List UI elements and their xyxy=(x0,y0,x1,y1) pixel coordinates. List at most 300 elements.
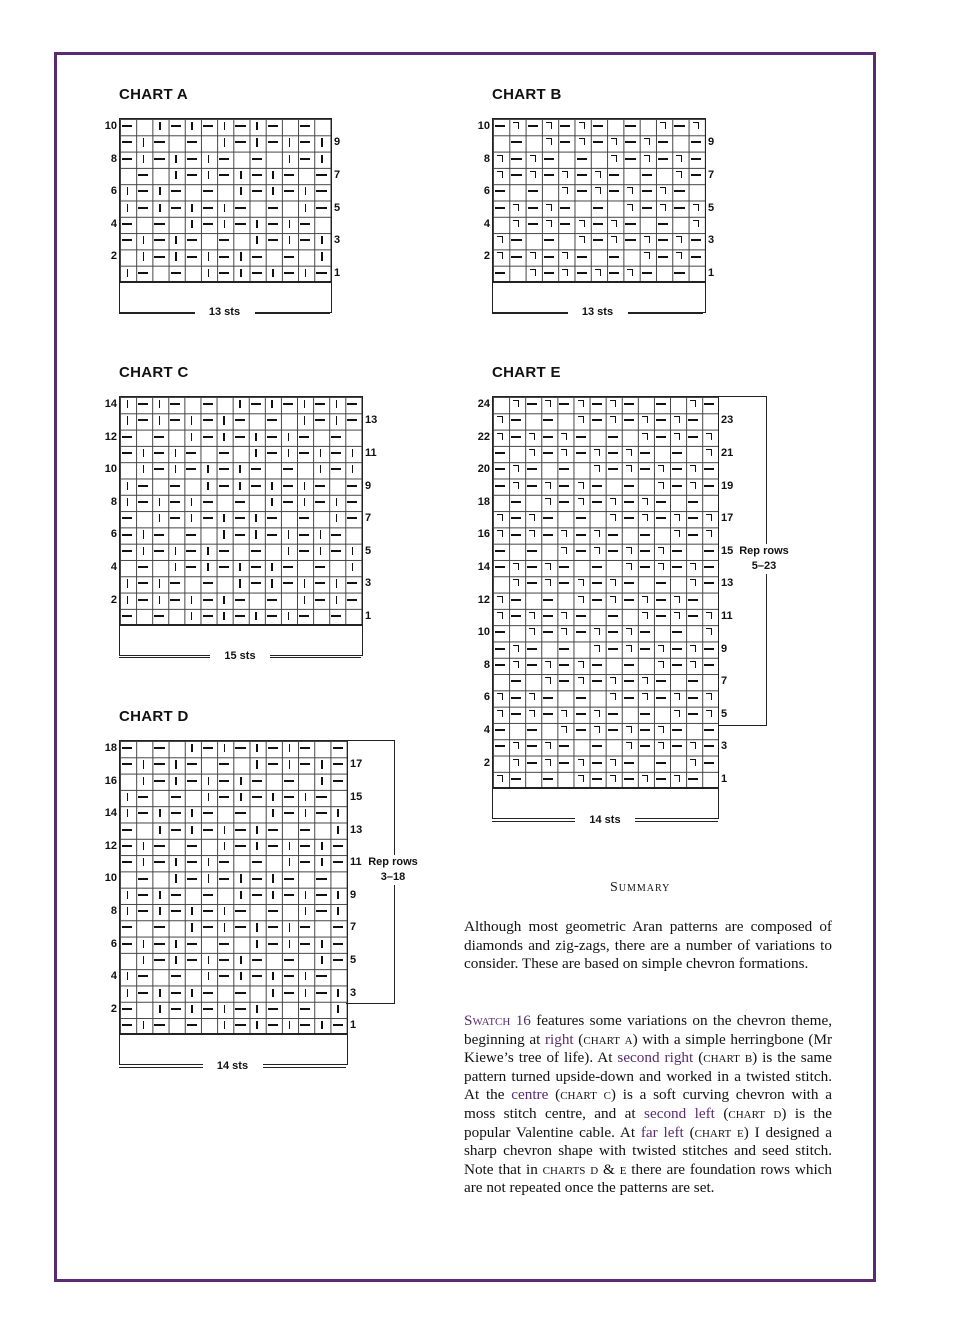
summary-paragraph-1: Although most geometric Aran patterns are composed of diamonds and zig-zags, there are a number of variations to consider. These are based on simple chevron formations. xyxy=(464,918,832,973)
stitch-symbol xyxy=(704,762,714,764)
stitch-symbol xyxy=(300,141,310,143)
summary-text-span: ( xyxy=(714,1104,729,1122)
stitch-symbol xyxy=(644,252,650,259)
stitch-symbol xyxy=(592,419,602,421)
repeat-rows-label: Rep rows 3–18 xyxy=(366,855,420,885)
stitch-symbol xyxy=(143,252,145,260)
stitch-symbol xyxy=(640,631,650,633)
stitch-symbol xyxy=(347,485,357,487)
stitch-symbol xyxy=(316,796,326,798)
stitch-symbol xyxy=(271,400,273,408)
stitch-symbol xyxy=(235,125,245,127)
stitch-symbol xyxy=(693,220,699,227)
stitch-symbol xyxy=(143,236,145,244)
stitch-symbol xyxy=(497,155,503,162)
row-number-right: 11 xyxy=(350,856,362,869)
stitch-symbol xyxy=(543,419,553,421)
stitch-symbol xyxy=(625,223,635,225)
stitch-symbol xyxy=(300,861,310,863)
stitch-symbol xyxy=(219,959,229,961)
row-number-right: 3 xyxy=(350,986,357,999)
row-number-right: 9 xyxy=(721,642,728,655)
stitch-symbol xyxy=(543,713,553,715)
stitch-symbol xyxy=(529,433,535,440)
stitch-symbol xyxy=(546,138,552,145)
sts-label: 14 sts xyxy=(203,1060,263,1072)
row-number-left: 12 xyxy=(104,430,117,443)
stitch-symbol xyxy=(122,615,132,617)
stitch-symbol xyxy=(672,452,682,454)
stitch-symbol xyxy=(203,125,213,127)
stitch-symbol xyxy=(272,793,274,801)
stitch-symbol xyxy=(576,436,586,438)
stitch-symbol xyxy=(706,433,712,440)
stitch-symbol xyxy=(321,760,323,768)
stitch-symbol xyxy=(191,596,193,604)
row-number-left: 8 xyxy=(483,152,490,165)
stitch-symbol xyxy=(594,530,600,537)
stitch-symbol xyxy=(627,269,633,276)
stitch-symbol xyxy=(138,582,148,584)
row-number-right: 15 xyxy=(350,790,363,803)
summary-text-span: chart b xyxy=(703,1049,753,1067)
stitch-symbol xyxy=(530,252,536,259)
row-number-right: 7 xyxy=(334,168,341,181)
stitch-symbol xyxy=(171,812,181,814)
stitch-symbol xyxy=(333,926,343,928)
stitch-symbol xyxy=(545,563,551,570)
stitch-symbol xyxy=(143,858,145,866)
stitch-symbol xyxy=(159,514,161,522)
stitch-symbol xyxy=(284,894,294,896)
stitch-symbol xyxy=(122,845,132,847)
stitch-symbol xyxy=(175,465,177,473)
stitch-symbol xyxy=(511,141,521,143)
stitch-symbol xyxy=(545,579,551,586)
stitch-symbol xyxy=(175,155,177,163)
stitch-symbol xyxy=(256,760,258,768)
stitch-symbol xyxy=(610,498,616,505)
stitch-symbol xyxy=(688,778,698,780)
stitch-symbol xyxy=(529,628,535,635)
stitch-symbol xyxy=(544,239,554,241)
stitch-symbol xyxy=(544,174,554,176)
stitch-symbol xyxy=(305,809,307,817)
stitch-symbol xyxy=(122,550,132,552)
stitch-symbol xyxy=(235,419,245,421)
stitch-symbol xyxy=(159,122,161,130)
stitch-symbol xyxy=(578,482,584,489)
stitch-symbol xyxy=(256,923,258,931)
stitch-symbol xyxy=(208,956,210,964)
stitch-symbol xyxy=(154,256,164,258)
stitch-symbol xyxy=(272,972,274,980)
stitch-symbol xyxy=(704,485,714,487)
stitch-symbol xyxy=(315,582,325,584)
stitch-symbol xyxy=(347,403,357,405)
stitch-symbol xyxy=(127,972,129,980)
stitch-symbol xyxy=(235,501,245,503)
stitch-symbol xyxy=(543,599,553,601)
stitch-symbol xyxy=(256,826,258,834)
row-number-left: 14 xyxy=(477,561,490,573)
stitch-symbol xyxy=(122,763,132,765)
stitch-symbol xyxy=(559,485,569,487)
stitch-symbol xyxy=(497,775,503,782)
stitch-symbol xyxy=(191,989,193,997)
stitch-symbol xyxy=(138,272,148,274)
stitch-symbol xyxy=(154,943,164,945)
stitch-symbol xyxy=(627,187,633,194)
row-number-right: 1 xyxy=(721,772,728,785)
stitch-symbol xyxy=(208,171,210,179)
stitch-symbol xyxy=(122,141,132,143)
row-number-right: 3 xyxy=(708,234,715,247)
stitch-symbol xyxy=(239,563,241,571)
row-number-left: 8 xyxy=(483,658,490,671)
stitch-symbol xyxy=(656,517,666,519)
row-number-right: 19 xyxy=(721,479,734,492)
stitch-symbol xyxy=(577,190,587,192)
stitch-symbol xyxy=(559,403,569,405)
stitch-symbol xyxy=(609,272,619,274)
stitch-symbol xyxy=(235,812,245,814)
stitch-symbol xyxy=(528,125,538,127)
stitch-symbol xyxy=(691,239,701,241)
stitch-symbol xyxy=(122,926,132,928)
stitch-symbol xyxy=(252,158,262,160)
stitch-symbol xyxy=(235,1008,245,1010)
stitch-symbol xyxy=(352,547,354,555)
stitch-symbol xyxy=(672,485,682,487)
stitch-symbol xyxy=(656,697,666,699)
stitch-symbol xyxy=(143,1021,145,1029)
stitch-symbol xyxy=(688,501,698,503)
stitch-symbol xyxy=(656,501,666,503)
stitch-symbol xyxy=(271,498,273,506)
stitch-symbol xyxy=(252,861,262,863)
stitch-symbol xyxy=(191,1005,193,1013)
stitch-symbol xyxy=(610,775,616,782)
stitch-symbol xyxy=(688,697,698,699)
stitch-symbol xyxy=(283,468,293,470)
stitch-symbol xyxy=(336,416,338,424)
stitch-symbol xyxy=(527,664,537,666)
stitch-symbol xyxy=(320,465,322,473)
stitch-symbol xyxy=(223,416,225,424)
stitch-symbol xyxy=(513,204,519,211)
stitch-symbol xyxy=(594,645,600,652)
chart-title-a: CHART A xyxy=(119,86,189,103)
row-number-right: 5 xyxy=(708,201,715,214)
stitch-symbol xyxy=(352,449,354,457)
stitch-symbol xyxy=(333,763,343,765)
stitch-symbol xyxy=(171,975,181,977)
stitch-symbol xyxy=(642,433,648,440)
stitch-symbol xyxy=(642,775,648,782)
stitch-symbol xyxy=(576,713,586,715)
stitch-symbol xyxy=(300,829,310,831)
stitch-symbol xyxy=(300,763,310,765)
stitch-symbol xyxy=(271,563,273,571)
stitch-symbol xyxy=(611,138,617,145)
stitch-symbol xyxy=(544,158,554,160)
row-number-left: 2 xyxy=(110,1002,117,1015)
stitch-symbol xyxy=(561,547,567,554)
stitch-symbol xyxy=(593,141,603,143)
stitch-symbol xyxy=(256,1021,258,1029)
row-number-right: 13 xyxy=(365,414,378,427)
stitch-symbol xyxy=(251,582,261,584)
stitch-symbol xyxy=(289,842,291,850)
stitch-symbol xyxy=(610,400,616,407)
stitch-symbol xyxy=(511,517,521,519)
stitch-symbol xyxy=(609,256,619,258)
stitch-symbol xyxy=(676,155,682,162)
stitch-symbol xyxy=(267,436,277,438)
chart-grid-c xyxy=(119,396,363,626)
stitch-symbol xyxy=(203,501,213,503)
stitch-symbol xyxy=(624,501,634,503)
stitch-symbol xyxy=(122,223,132,225)
stitch-symbol xyxy=(640,550,650,552)
stitch-symbol xyxy=(256,236,258,244)
stitch-symbol xyxy=(187,763,197,765)
stitch-symbol xyxy=(203,829,213,831)
stitch-symbol xyxy=(127,809,129,817)
stitch-symbol xyxy=(704,566,714,568)
stitch-symbol xyxy=(191,612,193,620)
row-number-right: 17 xyxy=(350,758,363,771)
stitch-symbol xyxy=(511,174,521,176)
stitch-symbol xyxy=(593,207,603,209)
stitch-symbol xyxy=(208,972,210,980)
stitch-symbol xyxy=(203,223,213,225)
row-number-left: 10 xyxy=(477,120,490,132)
stitch-symbol xyxy=(127,579,129,587)
stitch-symbol xyxy=(336,579,338,587)
stitch-symbol xyxy=(642,498,648,505)
stitch-symbol xyxy=(656,436,666,438)
stitch-symbol xyxy=(224,122,226,130)
stitch-symbol xyxy=(138,599,148,601)
stitch-symbol xyxy=(208,269,210,277)
stitch-symbol xyxy=(511,697,521,699)
stitch-symbol xyxy=(527,485,537,487)
stitch-symbol xyxy=(240,187,242,195)
stitch-symbol xyxy=(170,419,180,421)
stitch-symbol xyxy=(268,926,278,928)
stitch-symbol xyxy=(640,745,650,747)
stitch-symbol xyxy=(559,680,569,682)
stitch-symbol xyxy=(672,550,682,552)
stitch-symbol xyxy=(154,239,164,241)
stitch-symbol xyxy=(624,599,634,601)
summary-text-span: charts d & e xyxy=(542,1160,627,1178)
stitch-symbol xyxy=(255,433,257,441)
stitch-symbol xyxy=(561,726,567,733)
stitch-symbol xyxy=(592,501,602,503)
stitch-symbol xyxy=(284,812,294,814)
stitch-symbol xyxy=(208,793,210,801)
stitch-symbol xyxy=(316,878,326,880)
stitch-symbol xyxy=(593,125,603,127)
sts-label: 14 sts xyxy=(575,814,635,826)
stitch-symbol xyxy=(219,158,229,160)
stitch-symbol xyxy=(203,517,213,519)
row-number-right: 21 xyxy=(721,446,734,459)
stitch-symbol xyxy=(304,579,306,587)
stitch-symbol xyxy=(251,485,261,487)
stitch-symbol xyxy=(143,956,145,964)
summary-text-span: second right xyxy=(617,1049,694,1067)
stitch-symbol xyxy=(207,465,209,473)
stitch-symbol xyxy=(208,874,210,882)
stitch-symbol xyxy=(706,449,712,456)
stitch-symbol xyxy=(138,910,148,912)
stitch-symbol xyxy=(706,693,712,700)
stitch-symbol xyxy=(272,989,274,997)
stitch-symbol xyxy=(497,236,503,243)
stitch-symbol xyxy=(223,514,225,522)
stitch-symbol xyxy=(219,256,229,258)
row-number-left: 4 xyxy=(110,217,117,230)
stitch-symbol xyxy=(576,697,586,699)
stitch-symbol xyxy=(511,534,521,536)
stitch-symbol xyxy=(175,171,177,179)
stitch-symbol xyxy=(235,1024,245,1026)
stitch-symbol xyxy=(240,793,242,801)
stitch-symbol xyxy=(171,910,181,912)
stitch-symbol xyxy=(186,534,196,536)
stitch-symbol xyxy=(284,878,294,880)
stitch-symbol xyxy=(331,534,341,536)
row-number-left: 2 xyxy=(110,593,117,606)
stitch-symbol xyxy=(592,680,602,682)
stitch-symbol xyxy=(240,269,242,277)
stitch-symbol xyxy=(624,419,634,421)
stitch-symbol xyxy=(513,122,519,129)
stitch-symbol xyxy=(578,596,584,603)
stitch-symbol xyxy=(511,158,521,160)
stitch-symbol xyxy=(592,664,602,666)
sts-label: 13 sts xyxy=(195,306,255,318)
stitch-symbol xyxy=(203,403,213,405)
stitch-symbol xyxy=(347,501,357,503)
stitch-symbol xyxy=(674,416,680,423)
stitch-symbol xyxy=(640,729,650,731)
chart-title-e: CHART E xyxy=(492,364,561,381)
stitch-symbol xyxy=(543,452,553,454)
row-number-right: 9 xyxy=(350,888,357,901)
stitch-symbol xyxy=(690,465,696,472)
stitch-symbol xyxy=(252,878,262,880)
stitch-symbol xyxy=(186,566,196,568)
stitch-symbol xyxy=(626,742,632,749)
stitch-symbol xyxy=(642,677,648,684)
stitch-symbol xyxy=(127,793,129,801)
stitch-symbol xyxy=(138,812,148,814)
stitch-symbol xyxy=(203,190,213,192)
row-number-left: 6 xyxy=(483,691,490,704)
stitch-symbol xyxy=(268,763,278,765)
stitch-symbol xyxy=(272,891,274,899)
stitch-symbol xyxy=(674,530,680,537)
stitch-symbol xyxy=(592,762,602,764)
stitch-symbol xyxy=(289,858,291,866)
stitch-symbol xyxy=(674,433,680,440)
stitch-symbol xyxy=(235,845,245,847)
stitch-symbol xyxy=(706,530,712,537)
stitch-symbol xyxy=(497,530,503,537)
stitch-symbol xyxy=(672,729,682,731)
stitch-symbol xyxy=(175,874,177,882)
chart-title-c: CHART C xyxy=(119,364,189,381)
stitch-symbol xyxy=(704,648,714,650)
row-number-left: 12 xyxy=(104,839,117,852)
stitch-symbol xyxy=(207,547,209,555)
stitch-symbol xyxy=(559,582,569,584)
stitch-symbol xyxy=(268,910,278,912)
stitch-symbol xyxy=(545,759,551,766)
stitch-symbol xyxy=(170,403,180,405)
stitch-symbol xyxy=(545,742,551,749)
stitch-symbol xyxy=(235,517,245,519)
stitch-symbol xyxy=(284,992,294,994)
stitch-symbol xyxy=(239,400,241,408)
stitch-symbol xyxy=(543,517,553,519)
stitch-symbol xyxy=(642,174,652,176)
stitch-symbol xyxy=(159,498,161,506)
chart-title-b: CHART B xyxy=(492,86,562,103)
stitch-symbol xyxy=(159,416,161,424)
stitch-symbol xyxy=(610,693,616,700)
stitch-symbol xyxy=(333,747,343,749)
stitch-symbol xyxy=(676,171,682,178)
stitch-symbol xyxy=(690,563,696,570)
stitch-symbol xyxy=(561,628,567,635)
stitch-symbol xyxy=(191,433,193,441)
stitch-symbol xyxy=(529,530,535,537)
stitch-symbol xyxy=(511,419,521,421)
stitch-symbol xyxy=(299,517,309,519)
stitch-symbol xyxy=(203,812,213,814)
stitch-symbol xyxy=(272,809,274,817)
stitch-symbol xyxy=(159,907,161,915)
stitch-symbol xyxy=(691,174,701,176)
stitch-symbol xyxy=(624,697,634,699)
stitch-symbol xyxy=(154,780,164,782)
stitch-symbol xyxy=(171,272,181,274)
stitch-symbol xyxy=(497,514,503,521)
stitch-symbol xyxy=(304,596,306,604)
stitch-symbol xyxy=(610,759,616,766)
stitch-symbol xyxy=(191,923,193,931)
stitch-symbol xyxy=(122,158,132,160)
row-number-left: 8 xyxy=(110,495,117,508)
stitch-symbol xyxy=(272,187,274,195)
stitch-symbol xyxy=(676,252,682,259)
summary-text-span: chart c xyxy=(560,1086,611,1104)
stitch-symbol xyxy=(305,793,307,801)
summary-text-span: ( xyxy=(573,1030,584,1048)
stitch-symbol xyxy=(138,501,148,503)
stitch-symbol xyxy=(239,482,241,490)
stitch-symbol xyxy=(527,762,537,764)
stitch-symbol xyxy=(191,514,193,522)
stitch-symbol xyxy=(559,648,569,650)
stitch-symbol xyxy=(674,207,684,209)
